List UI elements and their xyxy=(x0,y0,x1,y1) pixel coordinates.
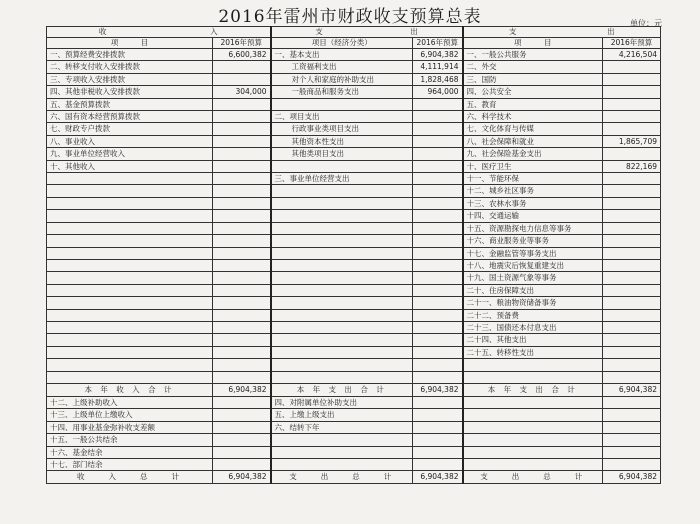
expense-func-amount xyxy=(603,446,661,458)
expense-econ-item xyxy=(271,222,413,234)
table-row xyxy=(47,222,661,234)
income-item: 十七、部门结余 xyxy=(47,458,213,470)
expense-econ-item: 支 出 总 计 xyxy=(271,471,413,484)
expense-func-amount xyxy=(603,210,661,222)
income-item: 十五、一般公共结余 xyxy=(47,434,213,446)
expense-econ-amount xyxy=(413,309,463,321)
expense-func-amount xyxy=(603,235,661,247)
table-row xyxy=(47,421,661,433)
expense-func-amount xyxy=(603,421,661,433)
income-item xyxy=(47,346,213,358)
expense-econ-amount xyxy=(413,396,463,408)
page-title: 2016年雷州市财政收支预算总表 xyxy=(218,7,482,27)
expense-econ-item: 对个人和家庭的补助支出 xyxy=(271,73,413,85)
income-amount xyxy=(213,446,271,458)
expense-func-item xyxy=(463,446,603,458)
expense-econ-amount xyxy=(413,334,463,346)
income-item: 十、其他收入 xyxy=(47,160,213,172)
table-row xyxy=(47,98,661,110)
income-item xyxy=(47,297,213,309)
expense-econ-amount: 6,904,382 xyxy=(413,49,463,61)
income-item xyxy=(47,222,213,234)
income-item: 七、财政专户拨款 xyxy=(47,123,213,135)
expense-econ-item xyxy=(271,321,413,333)
unit-label: 单位：元 xyxy=(630,19,662,28)
income-amount xyxy=(213,409,271,421)
income-amount xyxy=(213,359,271,371)
income-item: 十六、基金结余 xyxy=(47,446,213,458)
expense-econ-item xyxy=(271,284,413,296)
expense-econ-amount xyxy=(413,409,463,421)
income-budget-header: 2016年预算 xyxy=(213,38,271,49)
table-row xyxy=(47,396,661,408)
table-row xyxy=(47,135,661,147)
income-amount: 304,000 xyxy=(213,86,271,98)
column-header-row xyxy=(47,38,661,49)
expense-func-item xyxy=(463,421,603,433)
expense-func-item xyxy=(463,409,603,421)
expense-econ-item xyxy=(271,297,413,309)
expense-econ-amount xyxy=(413,235,463,247)
expense-econ-amount xyxy=(413,421,463,433)
expense-func-amount xyxy=(603,61,661,73)
expense-econ-amount xyxy=(413,210,463,222)
expense-econ-amount xyxy=(413,222,463,234)
expense-func-item: 七、文化体育与传媒 xyxy=(463,123,603,135)
table-row xyxy=(47,210,661,222)
expense-econ-item xyxy=(271,235,413,247)
income-amount xyxy=(213,235,271,247)
expense-func-item: 十四、交通运输 xyxy=(463,210,603,222)
table-row xyxy=(47,446,661,458)
income-amount xyxy=(213,73,271,85)
expense-func-item: 九、社会保险基金支出 xyxy=(463,148,603,160)
expense-func-item xyxy=(463,396,603,408)
expense-econ-item: 五、上缴上级支出 xyxy=(271,409,413,421)
income-amount xyxy=(213,148,271,160)
table-row xyxy=(47,235,661,247)
expense-econ-amount xyxy=(413,446,463,458)
expense-econ-item: 行政事业类项目支出 xyxy=(271,123,413,135)
income-amount xyxy=(213,61,271,73)
table-row xyxy=(47,297,661,309)
expense-econ-amount xyxy=(413,346,463,358)
expense-func-item: 十、医疗卫生 xyxy=(463,160,603,172)
income-amount xyxy=(213,160,271,172)
expense-econ-item xyxy=(271,334,413,346)
expense-func-amount xyxy=(603,247,661,259)
expense-func-item: 四、公共安全 xyxy=(463,86,603,98)
income-amount xyxy=(213,259,271,271)
expense-econ-amount xyxy=(413,185,463,197)
table-row xyxy=(47,49,661,61)
expense-econ-amount xyxy=(413,247,463,259)
expense-func-item: 本 年 支 出 合 计 xyxy=(463,383,603,396)
expense-func-item: 十三、农林水事务 xyxy=(463,197,603,209)
table-row xyxy=(47,247,661,259)
expense-econ-item: 一般商品和服务支出 xyxy=(271,86,413,98)
income-amount xyxy=(213,371,271,383)
expense-econ-amount xyxy=(413,359,463,371)
expense-func-amount xyxy=(603,73,661,85)
income-amount xyxy=(213,210,271,222)
table-row xyxy=(47,359,661,371)
table-row xyxy=(47,111,661,123)
expense-econ-amount xyxy=(413,197,463,209)
expense-func-amount xyxy=(603,371,661,383)
expense-func-item: 二、外交 xyxy=(463,61,603,73)
section-income-char2: 入 xyxy=(210,27,218,36)
section-header-row xyxy=(47,27,661,38)
income-item xyxy=(47,284,213,296)
table-row xyxy=(47,284,661,296)
expense-func-amount xyxy=(603,309,661,321)
income-amount xyxy=(213,185,271,197)
expense-func-item: 三、国防 xyxy=(463,73,603,85)
income-item: 收 入 总 计 xyxy=(47,471,213,484)
grand-total-row xyxy=(47,471,661,484)
income-item: 十二、上级补助收入 xyxy=(47,396,213,408)
expense-econ-amount xyxy=(413,148,463,160)
expense-func-item xyxy=(463,371,603,383)
expense-func-item: 八、社会保障和就业 xyxy=(463,135,603,147)
income-item xyxy=(47,259,213,271)
income-item xyxy=(47,247,213,259)
expense-func-item xyxy=(463,458,603,470)
expense-econ-item xyxy=(271,434,413,446)
income-item xyxy=(47,210,213,222)
income-item: 一、预算经费安排拨款 xyxy=(47,49,213,61)
expense-func-amount xyxy=(603,359,661,371)
expense-econ-item xyxy=(271,359,413,371)
income-item: 三、专项收入安排拨款 xyxy=(47,73,213,85)
income-amount xyxy=(213,222,271,234)
income-item: 本 年 收 入 合 计 xyxy=(47,383,213,396)
expense-func-item: 五、教育 xyxy=(463,98,603,110)
income-item: 十四、用事业基金弥补收支差额 xyxy=(47,421,213,433)
expense-econ-item xyxy=(271,210,413,222)
expense-func-item: 二十四、其他支出 xyxy=(463,334,603,346)
expense-func-amount xyxy=(603,434,661,446)
expense-func-item: 十七、金融监管等事务支出 xyxy=(463,247,603,259)
expense-econ-amount: 6,904,382 xyxy=(413,471,463,484)
expense-func-item: 十二、城乡社区事务 xyxy=(463,185,603,197)
income-amount: 6,600,382 xyxy=(213,49,271,61)
income-amount xyxy=(213,334,271,346)
expense-econ-amount xyxy=(413,173,463,185)
expense-func-item: 十九、国土资源气象等事务 xyxy=(463,272,603,284)
table-row xyxy=(47,321,661,333)
expense-func-item: 二十三、国债还本付息支出 xyxy=(463,321,603,333)
income-amount xyxy=(213,135,271,147)
expense-econ-item-header: 项目（经济分类） xyxy=(271,38,413,49)
income-item: 六、国有资本经营预算拨款 xyxy=(47,111,213,123)
expense-econ-item: 四、对附属单位补助支出 xyxy=(271,396,413,408)
expense-econ-item xyxy=(271,98,413,110)
expense-econ-item xyxy=(271,272,413,284)
income-amount: 6,904,382 xyxy=(213,471,271,484)
expense-func-amount xyxy=(603,284,661,296)
expense-econ-item xyxy=(271,160,413,172)
table-row xyxy=(47,197,661,209)
expense-econ-item xyxy=(271,247,413,259)
expense-func-item: 十八、地震灾后恢复重建支出 xyxy=(463,259,603,271)
expense-func-amount xyxy=(603,409,661,421)
income-item xyxy=(47,197,213,209)
expense-func-item: 六、科学技术 xyxy=(463,111,603,123)
income-amount xyxy=(213,173,271,185)
budget-table xyxy=(46,26,661,484)
expense-econ-amount: 964,000 xyxy=(413,86,463,98)
expense-econ-item: 六、结转下年 xyxy=(271,421,413,433)
expense-econ-item: 工资福利支出 xyxy=(271,61,413,73)
income-amount: 6,904,382 xyxy=(213,383,271,396)
table-row xyxy=(47,73,661,85)
income-amount xyxy=(213,123,271,135)
expense-func-amount xyxy=(603,346,661,358)
income-item xyxy=(47,321,213,333)
expense-func-amount xyxy=(603,259,661,271)
income-item xyxy=(47,235,213,247)
expense-func-amount xyxy=(603,148,661,160)
table-row xyxy=(47,409,661,421)
expense-econ-item: 二、项目支出 xyxy=(271,111,413,123)
table-row xyxy=(47,86,661,98)
expense-func-item: 支 出 总 计 xyxy=(463,471,603,484)
income-item: 九、事业单位经营收入 xyxy=(47,148,213,160)
expense-func-amount xyxy=(603,86,661,98)
expense-econ-item: 三、事业单位经营支出 xyxy=(271,173,413,185)
expense-func-amount: 6,904,382 xyxy=(603,383,661,396)
table-row xyxy=(47,61,661,73)
expense-func-amount xyxy=(603,272,661,284)
expense-func-amount xyxy=(603,123,661,135)
expense-econ-amount xyxy=(413,371,463,383)
expense-econ-budget-header: 2016年预算 xyxy=(413,38,463,49)
income-amount xyxy=(213,458,271,470)
income-amount xyxy=(213,434,271,446)
section-expense-char2: 出 xyxy=(410,27,418,36)
expense-econ-amount xyxy=(413,135,463,147)
expense-econ-amount xyxy=(413,297,463,309)
expense-func-item: 十五、资源勘探电力信息等事务 xyxy=(463,222,603,234)
section-expense-char1: 支 xyxy=(315,27,323,36)
year-total-row xyxy=(47,383,661,396)
expense-econ-amount xyxy=(413,458,463,470)
expense-econ-amount xyxy=(413,284,463,296)
table-row xyxy=(47,309,661,321)
expense-func-amount xyxy=(603,297,661,309)
expense-func-amount: 4,216,504 xyxy=(603,49,661,61)
table-row xyxy=(47,334,661,346)
income-amount xyxy=(213,98,271,110)
expense-func-amount xyxy=(603,98,661,110)
income-item xyxy=(47,272,213,284)
income-item xyxy=(47,359,213,371)
expense-econ-amount xyxy=(413,111,463,123)
income-item: 五、基金预算拨款 xyxy=(47,98,213,110)
expense-func-amount xyxy=(603,185,661,197)
expense-econ-amount: 4,111,914 xyxy=(413,61,463,73)
income-item xyxy=(47,371,213,383)
expense-func-item: 二十二、预备费 xyxy=(463,309,603,321)
income-item xyxy=(47,185,213,197)
table-row xyxy=(47,185,661,197)
income-amount xyxy=(213,297,271,309)
income-amount xyxy=(213,396,271,408)
expense-econ-item xyxy=(271,309,413,321)
expense-econ-amount xyxy=(413,434,463,446)
expense-func-item: 二十一、粮油物资储备事务 xyxy=(463,297,603,309)
income-amount xyxy=(213,111,271,123)
income-item-header: 项 目 xyxy=(47,38,213,49)
expense-func-item-header: 项 目 xyxy=(463,38,603,49)
table-row xyxy=(47,173,661,185)
expense-func-amount xyxy=(603,197,661,209)
expense-econ-item: 其他类项目支出 xyxy=(271,148,413,160)
income-amount xyxy=(213,346,271,358)
table-row xyxy=(47,148,661,160)
income-amount xyxy=(213,284,271,296)
expense-econ-amount: 6,904,382 xyxy=(413,383,463,396)
expense-econ-item xyxy=(271,458,413,470)
expense-econ-amount xyxy=(413,321,463,333)
table-row xyxy=(47,371,661,383)
expense-econ-amount xyxy=(413,123,463,135)
expense-func-amount xyxy=(603,173,661,185)
expense-func-amount xyxy=(603,334,661,346)
expense-func-item: 十六、商业服务业等事务 xyxy=(463,235,603,247)
income-item: 四、其他非税收入安排拨款 xyxy=(47,86,213,98)
income-item: 十三、上级单位上缴收入 xyxy=(47,409,213,421)
table-row xyxy=(47,123,661,135)
expense-func-item xyxy=(463,434,603,446)
expense-func-amount xyxy=(603,222,661,234)
expense-func-item: 二十五、转移性支出 xyxy=(463,346,603,358)
income-amount xyxy=(213,421,271,433)
income-item xyxy=(47,309,213,321)
expense-func-budget-header: 2016年预算 xyxy=(603,38,661,49)
table-row xyxy=(47,434,661,446)
expense-econ-item xyxy=(271,259,413,271)
expense-econ-amount xyxy=(413,259,463,271)
expense-func-amount: 6,904,382 xyxy=(603,471,661,484)
income-amount xyxy=(213,272,271,284)
expense-econ-amount xyxy=(413,160,463,172)
table-row xyxy=(47,346,661,358)
expense-econ-item: 其他资本性支出 xyxy=(271,135,413,147)
income-amount xyxy=(213,309,271,321)
table-row xyxy=(47,259,661,271)
income-item: 八、事业收入 xyxy=(47,135,213,147)
expense-func-item xyxy=(463,359,603,371)
expense-func-item: 二十、住房保障支出 xyxy=(463,284,603,296)
table-row xyxy=(47,458,661,470)
expense-func-amount xyxy=(603,111,661,123)
table-row xyxy=(47,272,661,284)
expense-econ-amount xyxy=(413,98,463,110)
expense-econ-item xyxy=(271,197,413,209)
section-expense2-char2: 出 xyxy=(607,27,615,36)
table-row xyxy=(47,160,661,172)
expense-econ-amount xyxy=(413,272,463,284)
income-item xyxy=(47,173,213,185)
expense-func-amount xyxy=(603,396,661,408)
income-item: 二、转移支付收入安排拨款 xyxy=(47,61,213,73)
income-amount xyxy=(213,247,271,259)
income-amount xyxy=(213,197,271,209)
section-expense2-char1: 支 xyxy=(508,27,517,36)
income-amount xyxy=(213,321,271,333)
expense-econ-item xyxy=(271,371,413,383)
expense-econ-item: 本 年 支 出 合 计 xyxy=(271,383,413,396)
expense-func-amount xyxy=(603,458,661,470)
expense-econ-amount: 1,828,468 xyxy=(413,73,463,85)
section-income-char1: 收 xyxy=(98,27,107,36)
expense-func-amount: 822,169 xyxy=(603,160,661,172)
expense-econ-item xyxy=(271,185,413,197)
expense-econ-item xyxy=(271,346,413,358)
expense-func-amount: 1,865,709 xyxy=(603,135,661,147)
expense-func-amount xyxy=(603,321,661,333)
expense-econ-item xyxy=(271,446,413,458)
expense-func-item: 十一、节能环保 xyxy=(463,173,603,185)
expense-econ-item: 一、基本支出 xyxy=(271,49,413,61)
income-item xyxy=(47,334,213,346)
expense-func-item: 一、一般公共服务 xyxy=(463,49,603,61)
